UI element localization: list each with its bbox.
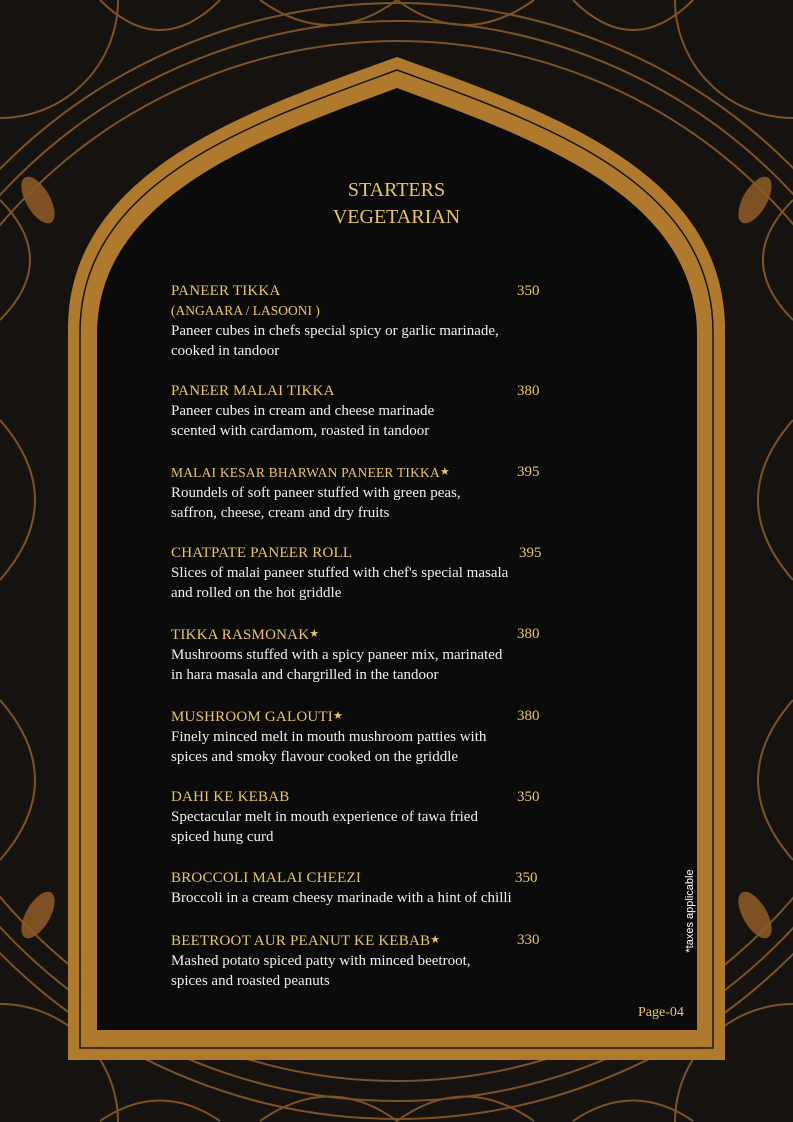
- item-name-text: MUSHROOM GALOUTI: [171, 709, 333, 725]
- item-price: 350: [515, 870, 538, 886]
- item-name: [171, 543, 551, 563]
- item-name: [171, 706, 551, 727]
- item-description: saffron, cheese, cream and dry fruits: [171, 505, 390, 521]
- menu-item: [171, 706, 551, 767]
- menu-item: [171, 868, 551, 908]
- star-icon: ★: [439, 466, 450, 478]
- star-icon: ★: [430, 934, 441, 946]
- item-description: Paneer cubes in cream and cheese marinade: [171, 403, 435, 419]
- item-name-text: MALAI KESAR BHARWAN PANEER TIKKA: [171, 465, 440, 480]
- menu-item: [171, 624, 551, 685]
- item-price: 350: [517, 789, 540, 805]
- item-description: Mashed potato spiced patty with minced beetroot,: [171, 953, 471, 969]
- item-description: spices and smoky flavour cooked on the griddle: [171, 749, 459, 765]
- item-price: 380: [517, 708, 540, 724]
- item-description: Roundels of soft paneer stuffed with green peas,: [171, 485, 461, 501]
- star-icon: ★: [309, 628, 320, 640]
- item-name-text: PANEER TIKKA: [171, 283, 281, 299]
- item-description: and rolled on the hot griddle: [171, 585, 342, 601]
- menu-item: [171, 281, 551, 361]
- item-name-text: TIKKA RASMONAK: [171, 627, 310, 643]
- item-name: [171, 930, 551, 951]
- item-name-text: BEETROOT AUR PEANUT KE KEBAB: [171, 933, 431, 949]
- section-subtitle: VEGETARIAN: [332, 206, 461, 228]
- item-description: Paneer cubes in chefs special spicy or garlic marinade,: [171, 323, 499, 339]
- item-name: [171, 787, 551, 807]
- item-name-text: BROCCOLI MALAI CHEEZI: [171, 870, 362, 886]
- item-name: [171, 462, 551, 483]
- item-price: 395: [519, 545, 542, 561]
- item-description: scented with cardamom, roasted in tandoor: [171, 423, 430, 439]
- item-name: [171, 624, 551, 645]
- taxes-note: *taxes applicable: [684, 869, 696, 953]
- section-title: STARTERS: [347, 179, 446, 201]
- menu-item: [171, 543, 551, 603]
- item-price: 380: [517, 383, 540, 399]
- menu-item: [171, 462, 551, 523]
- item-name: [171, 381, 551, 401]
- star-icon: ★: [332, 710, 344, 722]
- item-name: [171, 281, 551, 301]
- item-description: spiced hung curd: [171, 829, 274, 845]
- item-description: in hara masala and chargrilled in the tandoor: [171, 667, 439, 683]
- item-description: Mushrooms stuffed with a spicy paneer mix, marinated: [171, 647, 503, 663]
- item-price: 330: [517, 932, 540, 948]
- page-number: Page-04: [638, 1005, 684, 1020]
- item-name-text: DAHI KE KEBAB: [171, 789, 290, 805]
- menu-item: [171, 381, 551, 441]
- item-description: Slices of malai paneer stuffed with chef's special masala: [171, 565, 509, 581]
- item-description: spices and roasted peanuts: [171, 973, 330, 989]
- item-name-text: CHATPATE PANEER ROLL: [171, 545, 353, 561]
- menu-item: [171, 787, 551, 847]
- item-subtitle: (ANGAARA / LASOONI ): [171, 303, 320, 318]
- item-description: Finely minced melt in mouth mushroom patties with: [171, 729, 487, 745]
- item-description: Broccoli in a cream cheesy marinade with a hint of chilli: [171, 890, 512, 906]
- item-name: [171, 868, 551, 888]
- item-price: 350: [517, 283, 540, 299]
- item-price: 395: [517, 464, 540, 480]
- item-price: 380: [517, 626, 540, 642]
- item-description: cooked in tandoor: [171, 343, 280, 359]
- item-name-text: PANEER MALAI TIKKA: [171, 383, 335, 399]
- item-description: Spectacular melt in mouth experience of tawa fried: [171, 809, 478, 825]
- menu-item: [171, 930, 551, 991]
